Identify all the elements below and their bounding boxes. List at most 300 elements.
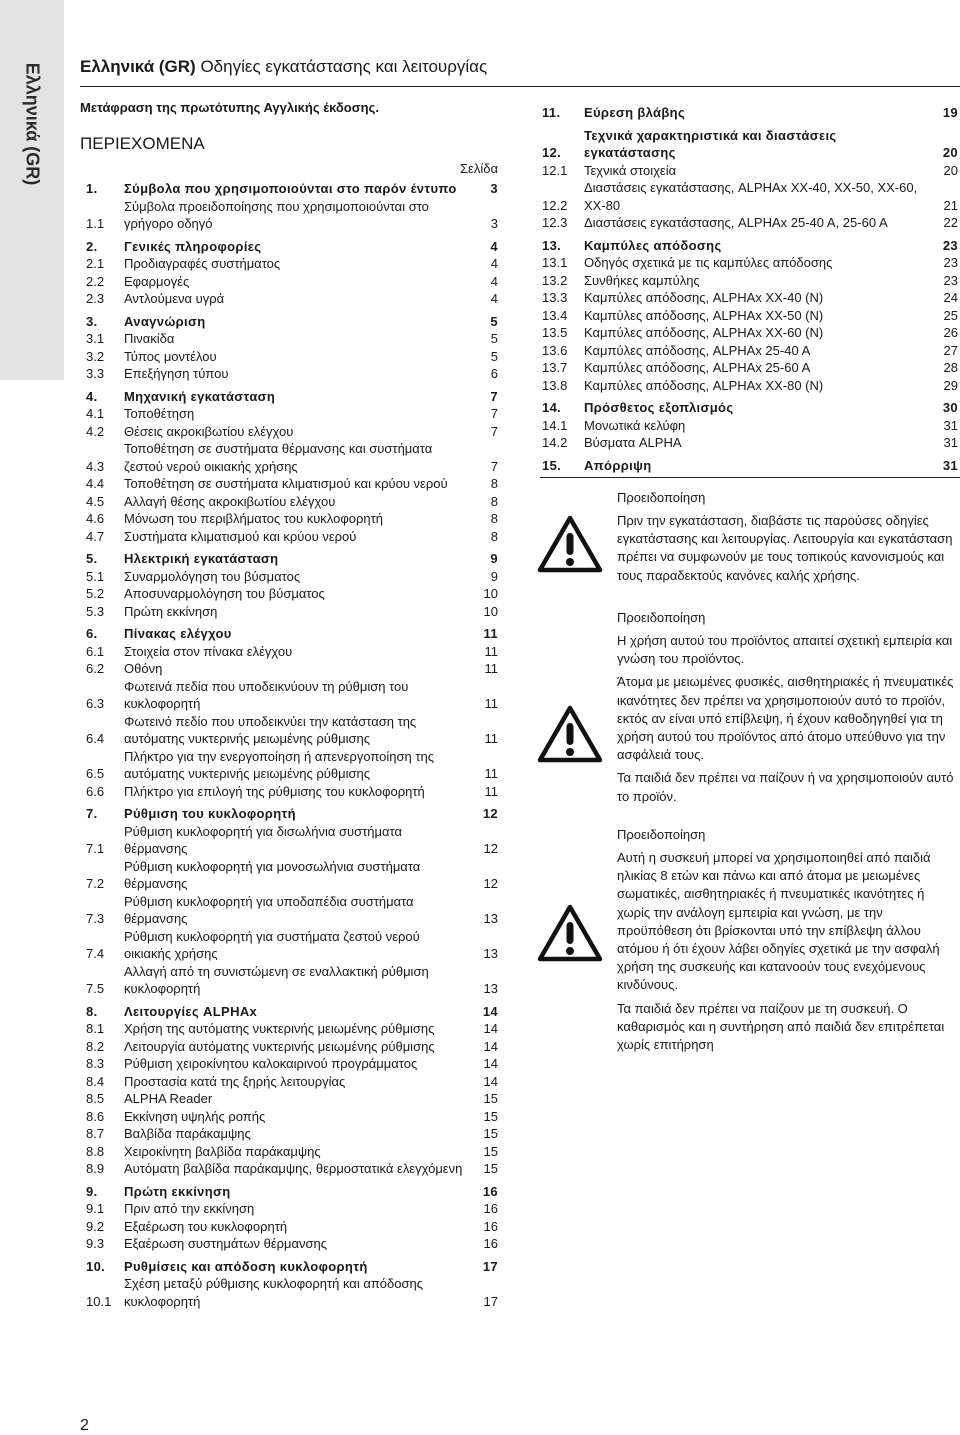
toc-entry-row[interactable] xyxy=(86,1275,498,1310)
toc-entry-title: Εφαρμογές xyxy=(124,273,190,289)
toc-section-row[interactable] xyxy=(86,388,498,406)
toc-entry-title: Απόρριψη xyxy=(584,457,652,473)
toc-entry-number: 7.4 xyxy=(86,946,105,961)
toc-entry-title: Επεξήγηση τύπου xyxy=(124,366,229,381)
toc-entry-title: Συναρμολόγηση του βύσματος xyxy=(124,568,301,584)
toc-entry-page: 5 xyxy=(490,313,498,329)
toc-entry-page: 6 xyxy=(490,366,498,381)
toc-entry-title: Σχέση μεταξύ ρύθμισης κυκλοφορητή και απόδοσης κυκλοφορητή xyxy=(124,1276,424,1309)
toc-entry-title: Αποσυναρμολόγηση του βύσματος xyxy=(124,586,325,601)
toc-entry-page: 4 xyxy=(490,256,498,271)
toc-entry-row[interactable] xyxy=(86,1073,498,1091)
toc-entry-number: 9.1 xyxy=(86,1201,105,1216)
toc-entry-title: Ρύθμιση του κυκλοφορητή xyxy=(124,806,296,821)
toc-entry-row[interactable] xyxy=(86,255,498,273)
toc-entry-number: 13.7 xyxy=(542,360,568,375)
toc-entry-title: Καμπύλες απόδοσης xyxy=(584,237,722,253)
toc-entry-number: 2.1 xyxy=(86,256,105,271)
toc-entry-row[interactable] xyxy=(86,823,498,858)
toc-entry-number: 13.3 xyxy=(542,290,568,305)
toc-entry-number: 6.3 xyxy=(86,696,105,711)
toc-entry-number: 3.1 xyxy=(86,331,105,346)
toc-entry-number: 8.3 xyxy=(86,1056,105,1071)
toc-section-row[interactable] xyxy=(542,457,958,475)
toc-entry-number: 12. xyxy=(542,145,562,160)
toc-entry-number: 6.6 xyxy=(86,783,105,799)
toc-entry-row[interactable] xyxy=(542,342,958,360)
toc-entry-title: Καμπύλες απόδοσης, ALPHAx 25-60 A xyxy=(584,360,811,375)
toc-entry-title: Πρόσθετος εξοπλισμός xyxy=(584,400,734,415)
toc-entry-page: 14 xyxy=(483,1073,498,1089)
toc-entry-number: 3. xyxy=(86,313,98,329)
toc-entry-title: Καμπύλες απόδοσης, ALPHAx 25-40 A xyxy=(584,342,811,358)
toc-entry-row[interactable] xyxy=(86,1235,498,1253)
toc-entry-title: Καμπύλες απόδοσης, ALPHAx XX-40 (N) xyxy=(584,290,824,305)
toc-entry-row[interactable] xyxy=(542,434,958,452)
toc-entry-page: 3 xyxy=(490,181,498,196)
toc-entry-page: 16 xyxy=(482,1183,498,1199)
translation-note: Μετάφραση της πρωτότυπης Αγγλικής έκδοσης. xyxy=(80,100,379,115)
toc-entry-page: 31 xyxy=(943,435,958,450)
toc-entry-number: 6.2 xyxy=(86,661,105,676)
toc-entry-row[interactable] xyxy=(86,1038,498,1056)
toc-entry-title: Βύσματα ALPHA xyxy=(584,435,682,450)
toc-entry-row[interactable] xyxy=(86,273,498,291)
toc-entry-row[interactable] xyxy=(86,330,498,348)
toc-entry-row[interactable] xyxy=(86,1125,498,1143)
toc-entry-row[interactable] xyxy=(86,198,498,233)
toc-entry-row[interactable] xyxy=(86,963,498,998)
toc-entry-row[interactable] xyxy=(86,475,498,493)
warning-paragraph: Τα παιδιά δεν πρέπει να παίζουν ή να χρησιμοποιούν αυτό το προϊόν. xyxy=(617,770,954,804)
toc-entry-title: Μόνωση του περιβλήματος του κυκλοφορητή xyxy=(124,511,383,526)
toc-entry-page: 12 xyxy=(482,806,498,821)
toc-entry-title: ALPHA Reader xyxy=(124,1091,213,1106)
toc-entry-page: 23 xyxy=(943,255,958,270)
toc-entry-number: 4.5 xyxy=(86,493,105,509)
toc-section-row[interactable] xyxy=(542,127,958,162)
toc-entry-page: 27 xyxy=(943,342,958,358)
toc-entry-page: 11 xyxy=(484,783,498,799)
toc-entry-page: 21 xyxy=(943,197,958,213)
toc-entry-page: 13 xyxy=(483,946,498,961)
toc-entry-title: Λειτουργίες ALPHAx xyxy=(124,1003,258,1019)
toc-entry-title: Διαστάσεις εγκατάστασης, ALPHAx 25-40 A, 25-60 A xyxy=(584,215,888,230)
toc-entry-number: 8.7 xyxy=(86,1126,105,1141)
toc-section-row[interactable] xyxy=(542,104,958,122)
toc-entry-title: Πρώτη εκκίνηση xyxy=(124,1183,231,1199)
toc-entry-page: 24 xyxy=(943,290,958,305)
toc-entry-title: Προστασία κατά της ξηρής λειτουργίας xyxy=(124,1073,346,1089)
toc-entry-number: 12.3 xyxy=(542,215,568,230)
toc-entry-number: 13.1 xyxy=(542,255,568,270)
toc-entry-number: 5.2 xyxy=(86,586,105,601)
toc-entry-page: 4 xyxy=(490,291,498,306)
toc-entry-page: 13 xyxy=(483,981,498,996)
toc-entry-row[interactable] xyxy=(86,405,498,423)
toc-entry-row[interactable] xyxy=(542,417,958,435)
toc-entry-row[interactable] xyxy=(86,928,498,963)
toc-entry-page: 17 xyxy=(482,1258,498,1274)
toc-entry-number: 1. xyxy=(86,181,98,196)
toc-entry-title: Σύμβολα προειδοποίησης που χρησιμοποιούνται στο γρήγορο οδηγό xyxy=(124,198,429,231)
toc-entry-row[interactable] xyxy=(86,510,498,528)
toc-entry-row[interactable] xyxy=(86,748,498,783)
toc-entry-row[interactable] xyxy=(86,423,498,441)
toc-entry-number: 7.5 xyxy=(86,981,105,996)
toc-entry-row[interactable] xyxy=(542,359,958,377)
toc-entry-page: 10 xyxy=(483,603,498,619)
toc-entry-page: 17 xyxy=(483,1293,498,1309)
toc-section-row[interactable] xyxy=(542,399,958,417)
toc-entry-number: 13. xyxy=(542,237,562,253)
toc-entry-row[interactable] xyxy=(542,179,958,214)
toc-entry-page: 11 xyxy=(484,643,498,659)
toc-entry-row[interactable] xyxy=(542,377,958,395)
toc-entry-number: 8.2 xyxy=(86,1038,105,1054)
toc-entry-page: 26 xyxy=(943,325,958,340)
toc-entry-title: Σύμβολα που χρησιμοποιούνται στο παρόν έντυπο xyxy=(124,181,457,196)
toc-entry-number: 8.8 xyxy=(86,1143,105,1159)
toc-entry-row[interactable] xyxy=(86,713,498,748)
toc-left-column xyxy=(86,180,498,1310)
toc-entry-number: 8.4 xyxy=(86,1073,105,1089)
toc-entry-number: 5.3 xyxy=(86,603,105,619)
toc-entry-number: 14.1 xyxy=(542,417,568,433)
toc-entry-number: 8. xyxy=(86,1003,98,1019)
toc-section-row[interactable] xyxy=(86,625,498,643)
toc-section-row[interactable] xyxy=(86,1258,498,1276)
toc-entry-row[interactable] xyxy=(86,678,498,713)
toc-entry-number: 6.4 xyxy=(86,731,105,746)
toc-entry-row[interactable] xyxy=(86,568,498,586)
toc-entry-page: 20 xyxy=(943,162,958,178)
toc-entry-row[interactable] xyxy=(86,1020,498,1038)
toc-entry-row[interactable] xyxy=(86,858,498,893)
document-title-text: Οδηγίες εγκατάστασης και λειτουργίας xyxy=(195,57,488,76)
toc-entry-number: 4.7 xyxy=(86,528,105,544)
toc-entry-title: Φωτεινό πεδίο που υποδεικνύει την κατάσταση της αυτόματης νυκτερινής μειωμένης ρύθμισης xyxy=(124,713,417,746)
toc-entry-row[interactable] xyxy=(86,348,498,366)
toc-entry-page: 14 xyxy=(483,1021,498,1036)
toc-section-row[interactable] xyxy=(86,238,498,256)
toc-entry-page: 30 xyxy=(942,400,958,415)
warning-body xyxy=(617,512,960,590)
toc-entry-number: 4.4 xyxy=(86,476,105,491)
toc-entry-number: 3.3 xyxy=(86,366,105,381)
toc-entry-page: 25 xyxy=(943,307,958,323)
toc-entry-title: Θέσεις ακροκιβωτίου ελέγχου xyxy=(124,423,294,439)
toc-entry-number: 13.6 xyxy=(542,342,568,358)
toc-entry-title: Ρύθμιση κυκλοφορητή για μονοσωλήνια συστήματα θέρμανσης xyxy=(124,858,421,891)
toc-entry-number: 7. xyxy=(86,806,98,821)
toc-entry-row[interactable] xyxy=(86,1200,498,1218)
toc-entry-number: 13.5 xyxy=(542,325,568,340)
toc-entry-page: 4 xyxy=(490,273,498,289)
toc-entry-page: 16 xyxy=(483,1201,498,1216)
toc-entry-title: Καμπύλες απόδοσης, ALPHAx XX-80 (N) xyxy=(584,377,824,393)
toc-entry-page: 14 xyxy=(482,1003,498,1019)
toc-entry-number: 6.1 xyxy=(86,643,105,659)
toc-entry-number: 9. xyxy=(86,1183,98,1199)
toc-entry-row[interactable] xyxy=(542,254,958,272)
toc-entry-page: 13 xyxy=(483,911,498,926)
warning-paragraph: Πριν την εγκατάσταση, διαβάστε τις παρούσες οδηγίες εγκατάστασης και λειτουργίας. Λειτουργία και εγκατάσταση πρέπει να συμφωνούν με τους τοπικούς κανονισμούς και τους παραδεκτούς κανόνες καλής χρήσης. xyxy=(617,513,953,583)
toc-entry-title: Οδηγός σχετικά με τις καμπύλες απόδοσης xyxy=(584,255,833,270)
toc-entry-number: 9.3 xyxy=(86,1236,105,1251)
toc-section-row[interactable] xyxy=(86,313,498,331)
toc-entry-title: Εξαέρωση του κυκλοφορητή xyxy=(124,1218,288,1234)
document-title-language: Ελληνικά (GR) xyxy=(80,57,196,76)
toc-entry-page: 7 xyxy=(490,388,498,404)
toc-entry-row[interactable] xyxy=(86,528,498,546)
toc-entry-page: 7 xyxy=(490,423,498,439)
toc-entry-row[interactable] xyxy=(542,289,958,307)
toc-entry-title: Φωτεινά πεδία που υποδεικνύουν τη ρύθμιση του κυκλοφορητή xyxy=(124,678,409,711)
toc-entry-title: Πλήκτρο για επιλογή της ρύθμισης του κυκλοφορητή xyxy=(124,783,425,799)
toc-entry-title: Μονωτικά κελύφη xyxy=(584,417,686,433)
toc-section-row[interactable] xyxy=(86,805,498,823)
toc-entry-page: 11 xyxy=(484,696,498,711)
toc-entry-number: 2.2 xyxy=(86,273,105,289)
toc-entry-number: 2. xyxy=(86,238,98,254)
toc-entry-title: Πριν από την εκκίνηση xyxy=(124,1201,255,1216)
toc-entry-page: 5 xyxy=(490,348,498,364)
toc-entry-page: 9 xyxy=(490,551,498,566)
toc-entry-page: 31 xyxy=(942,457,958,473)
toc-entry-number: 14. xyxy=(542,400,562,415)
toc-entry-title: Χρήση της αυτόματης νυκτερινής μειωμένης ρύθμισης xyxy=(124,1021,435,1036)
toc-entry-number: 4.6 xyxy=(86,511,105,526)
toc-entry-number: 9.2 xyxy=(86,1218,105,1234)
toc-entry-row[interactable] xyxy=(542,272,958,290)
toc-entry-number: 12.1 xyxy=(542,162,568,178)
warning-body xyxy=(617,632,960,811)
toc-entry-title: Ρύθμιση κυκλοφορητή για συστήματα ζεστού νερού οικιακής χρήσης xyxy=(124,928,420,961)
toc-entry-row[interactable] xyxy=(86,1160,498,1178)
toc-entry-page: 15 xyxy=(483,1143,498,1159)
toc-entry-page: 9 xyxy=(490,568,498,584)
toc-entry-title: Γενικές πληροφορίες xyxy=(124,238,262,254)
toc-entry-row[interactable] xyxy=(86,1055,498,1073)
toc-entry-page: 22 xyxy=(943,215,958,230)
toc-entry-page: 11 xyxy=(484,766,498,781)
toc-entry-row[interactable] xyxy=(86,643,498,661)
toc-entry-title: Εξαέρωση συστημάτων θέρμανσης xyxy=(124,1236,328,1251)
toc-entry-title: Τεχνικά στοιχεία xyxy=(584,162,677,178)
toc-entry-title: Καμπύλες απόδοσης, ALPHAx XX-60 (N) xyxy=(584,325,824,340)
toc-entry-row[interactable] xyxy=(86,1108,498,1126)
toc-section-row[interactable] xyxy=(86,1003,498,1021)
toc-entry-title: Τεχνικά χαρακτηριστικά και διαστάσεις εγκατάστασης xyxy=(584,127,837,160)
toc-entry-title: Πίνακας ελέγχου xyxy=(124,626,232,641)
warning-paragraph: Άτομα με μειωμένες φυσικές, αισθητηριακές ή πνευματικές ικανότητες δεν πρέπει να χρησιμοποιούν αυτό το προϊόν, εκτός αν είναι υπό επίβλεψη, ή έχουν καθοδηγηθεί για τη χρήση αυτού του προϊόντος από άτομο υπεύθυνο για την ασφάλειά τους. xyxy=(617,674,954,763)
toc-entry-title: Χειροκίνητη βαλβίδα παράκαμψης xyxy=(124,1143,321,1159)
toc-entry-page: 14 xyxy=(483,1038,498,1054)
toc-entry-page: 8 xyxy=(490,476,498,491)
warning-triangle-icon xyxy=(537,514,603,574)
toc-entry-number: 7.2 xyxy=(86,876,105,891)
toc-entry-row[interactable] xyxy=(86,660,498,678)
document-title xyxy=(80,57,487,77)
warning-label: Προειδοποίηση xyxy=(617,610,706,625)
toc-entry-title: Εύρεση βλάβης xyxy=(584,105,686,120)
toc-entry-title: Πρώτη εκκίνηση xyxy=(124,603,218,619)
toc-heading: ΠΕΡΙΕΧΟΜΕΝΑ xyxy=(80,134,205,153)
toc-entry-title: Αναγνώριση xyxy=(124,313,206,329)
toc-entry-page: 15 xyxy=(483,1161,498,1176)
toc-entry-number: 8.9 xyxy=(86,1161,105,1176)
toc-entry-page: 11 xyxy=(484,661,498,676)
toc-entry-title: Εκκίνηση υψηλής ροπής xyxy=(124,1108,266,1124)
toc-entry-number: 2.3 xyxy=(86,291,105,306)
toc-entry-page: 3 xyxy=(490,216,498,231)
toc-entry-title: Πλήκτρο για την ενεργοποίηση ή απενεργοποίηση της αυτόματης νυκτερινής μειωμένης ρύθμισης xyxy=(124,748,435,781)
toc-entry-number: 13.2 xyxy=(542,272,568,288)
toc-section-row[interactable] xyxy=(86,550,498,568)
toc-entry-page: 15 xyxy=(483,1108,498,1124)
toc-entry-number: 7.1 xyxy=(86,841,105,856)
toc-entry-title: Προδιαγραφές συστήματος xyxy=(124,256,281,271)
toc-entry-row[interactable] xyxy=(542,214,958,232)
toc-entry-page: 10 xyxy=(483,586,498,601)
toc-entry-number: 13.4 xyxy=(542,307,568,323)
toc-entry-number: 4.1 xyxy=(86,406,105,421)
warning-triangle-icon xyxy=(537,903,603,963)
warning-label: Προειδοποίηση xyxy=(617,827,706,842)
toc-entry-page: 16 xyxy=(483,1218,498,1234)
toc-entry-title: Ρύθμιση κυκλοφορητή για υποδαπέδια συστήματα θέρμανσης xyxy=(124,893,414,926)
toc-entry-row[interactable] xyxy=(86,365,498,383)
toc-entry-number: 13.8 xyxy=(542,377,568,393)
language-tab-label: Ελληνικά (GR) xyxy=(22,62,43,186)
toc-entry-title: Διαστάσεις εγκατάστασης, ALPHAx XX-40, XX-50, XX-60, XX-80 xyxy=(584,180,918,213)
toc-entry-row[interactable] xyxy=(86,290,498,308)
toc-entry-number: 10.1 xyxy=(86,1293,112,1309)
toc-entry-number: 8.5 xyxy=(86,1091,105,1106)
toc-section-row[interactable] xyxy=(542,237,958,255)
toc-entry-page: 11 xyxy=(484,731,498,746)
toc-entry-title: Αλλαγή θέσης ακροκιβωτίου ελέγχου xyxy=(124,493,336,509)
toc-entry-title: Συστήματα κλιματισμού και κρύου νερού xyxy=(124,528,357,544)
toc-entry-title: Τοποθέτηση xyxy=(124,406,195,421)
toc-entry-title: Μηχανική εγκατάσταση xyxy=(124,388,276,404)
warning-triangle-icon xyxy=(537,704,603,764)
toc-entry-number: 8.1 xyxy=(86,1021,105,1036)
toc-entry-row[interactable] xyxy=(86,783,498,801)
toc-entry-page: 4 xyxy=(490,238,498,254)
toc-entry-number: 1.1 xyxy=(86,216,105,231)
toc-entry-title: Αυτόματη βαλβίδα παράκαμψης, θερμοστατικά ελεγχόμενη xyxy=(124,1161,463,1176)
toc-entry-page: 14 xyxy=(483,1056,498,1071)
toc-entry-page: 7 xyxy=(490,458,498,474)
toc-entry-page: 31 xyxy=(943,417,958,433)
toc-entry-row[interactable] xyxy=(542,162,958,180)
toc-entry-row[interactable] xyxy=(86,1143,498,1161)
toc-entry-page: 8 xyxy=(490,511,498,526)
toc-section-row[interactable] xyxy=(86,180,498,198)
warning-paragraph: Τα παιδιά δεν πρέπει να παίζουν με τη συσκευή. Ο καθαρισμός και η συντήρηση από παιδιά δεν επιτρέπεται χωρίς επιτήρηση xyxy=(617,1000,945,1053)
toc-entry-number: 7.3 xyxy=(86,911,105,926)
toc-entry-row[interactable] xyxy=(542,307,958,325)
toc-entry-title: Λειτουργία αυτόματης νυκτερινής μειωμένης ρύθμισης xyxy=(124,1038,435,1054)
toc-section-row[interactable] xyxy=(86,1183,498,1201)
toc-right-divider xyxy=(540,477,960,478)
warning-paragraph: Αυτή η συσκευή μπορεί να χρησιμοποιηθεί από παιδιά ηλικίας 8 ετών και πάνω και από άτομα με μειωμένες σωματικές, αισθητηριακές ή πνευματικές ικανότητες ή χωρίς την ανάλογη εμπειρία και γνώση, με την προϋπόθεση ότι βρίσκονται υπό την επίβλεψη άλλου ατόμου ή ότι έχουν λάβει οδηγίες σχετικά με την ασφαλή χρήση της συσκευής και κατανοούν τους ενεχόμενους κινδύνους. xyxy=(617,850,940,993)
toc-entry-page: 8 xyxy=(490,528,498,544)
toc-entry-page: 23 xyxy=(942,237,958,253)
toc-page-column-label: Σελίδα xyxy=(460,161,498,176)
toc-entry-title: Συνθήκες καμπύλης xyxy=(584,272,700,288)
page-number: 2 xyxy=(80,1417,89,1434)
toc-entry-title: Ρύθμιση χειροκίνητου καλοκαιρινού προγράμματος xyxy=(124,1056,418,1071)
toc-entry-page: 29 xyxy=(943,377,958,393)
toc-entry-row[interactable] xyxy=(86,1090,498,1108)
toc-entry-title: Τοποθέτηση σε συστήματα κλιματισμού και κρύου νερού xyxy=(124,476,448,491)
toc-entry-number: 11. xyxy=(542,105,561,120)
toc-entry-number: 12.2 xyxy=(542,197,568,213)
toc-entry-row[interactable] xyxy=(86,493,498,511)
toc-entry-page: 23 xyxy=(943,272,958,288)
toc-entry-row[interactable] xyxy=(86,893,498,928)
toc-entry-page: 20 xyxy=(942,145,958,160)
toc-entry-number: 4.2 xyxy=(86,423,105,439)
toc-entry-title: Πινακίδα xyxy=(124,331,175,346)
toc-entry-page: 8 xyxy=(490,493,498,509)
toc-entry-page: 11 xyxy=(483,626,498,641)
toc-entry-number: 10. xyxy=(86,1258,106,1274)
warning-body xyxy=(617,849,960,1059)
header-divider xyxy=(80,86,960,87)
toc-entry-number: 5. xyxy=(86,551,98,566)
toc-entry-title: Αλλαγή από τη συνιστώμενη σε εναλλακτική ρύθμιση κυκλοφορητή xyxy=(124,963,429,996)
warning-label: Προειδοποίηση xyxy=(617,490,706,505)
toc-entry-page: 15 xyxy=(483,1126,498,1141)
toc-entry-number: 8.6 xyxy=(86,1108,105,1124)
toc-entry-number: 6. xyxy=(86,626,98,641)
toc-entry-number: 15. xyxy=(542,457,562,473)
toc-entry-title: Ρυθμίσεις και απόδοση κυκλοφορητή xyxy=(124,1258,368,1274)
toc-entry-page: 15 xyxy=(483,1091,498,1106)
toc-entry-number: 4.3 xyxy=(86,458,105,474)
toc-entry-row[interactable] xyxy=(86,585,498,603)
toc-entry-number: 6.5 xyxy=(86,766,105,781)
toc-entry-page: 12 xyxy=(483,876,498,891)
toc-right-column xyxy=(542,104,958,474)
toc-entry-number: 14.2 xyxy=(542,435,568,450)
toc-entry-title: Αντλούμενα υγρά xyxy=(124,291,225,306)
toc-entry-number: 4. xyxy=(86,388,98,404)
toc-entry-title: Τοποθέτηση σε συστήματα θέρμανσης και συστήματα ζεστού νερού οικιακής χρήσης xyxy=(124,441,433,474)
toc-entry-page: 19 xyxy=(942,105,958,120)
toc-entry-page: 5 xyxy=(490,331,498,346)
toc-entry-title: Βαλβίδα παράκαμψης xyxy=(124,1126,251,1141)
toc-entry-title: Τύπος μοντέλου xyxy=(124,348,217,364)
toc-entry-title: Στοιχεία στον πίνακα ελέγχου xyxy=(124,643,293,659)
toc-entry-title: Ρύθμιση κυκλοφορητή για δισωλήνια συστήματα θέρμανσης xyxy=(124,823,402,856)
toc-entry-row[interactable] xyxy=(86,440,498,475)
toc-entry-title: Καμπύλες απόδοσης, ALPHAx XX-50 (N) xyxy=(584,307,824,323)
toc-entry-title: Οθόνη xyxy=(124,661,163,676)
toc-entry-page: 16 xyxy=(483,1236,498,1251)
toc-entry-page: 12 xyxy=(483,841,498,856)
toc-entry-number: 3.2 xyxy=(86,348,105,364)
warning-paragraph: Η χρήση αυτού του προϊόντος απαιτεί σχετική εμπειρία και γνώση του προϊόντος. xyxy=(617,633,953,667)
toc-entry-row[interactable] xyxy=(542,324,958,342)
toc-entry-number: 5.1 xyxy=(86,568,105,584)
toc-entry-row[interactable] xyxy=(86,1218,498,1236)
toc-entry-row[interactable] xyxy=(86,603,498,621)
